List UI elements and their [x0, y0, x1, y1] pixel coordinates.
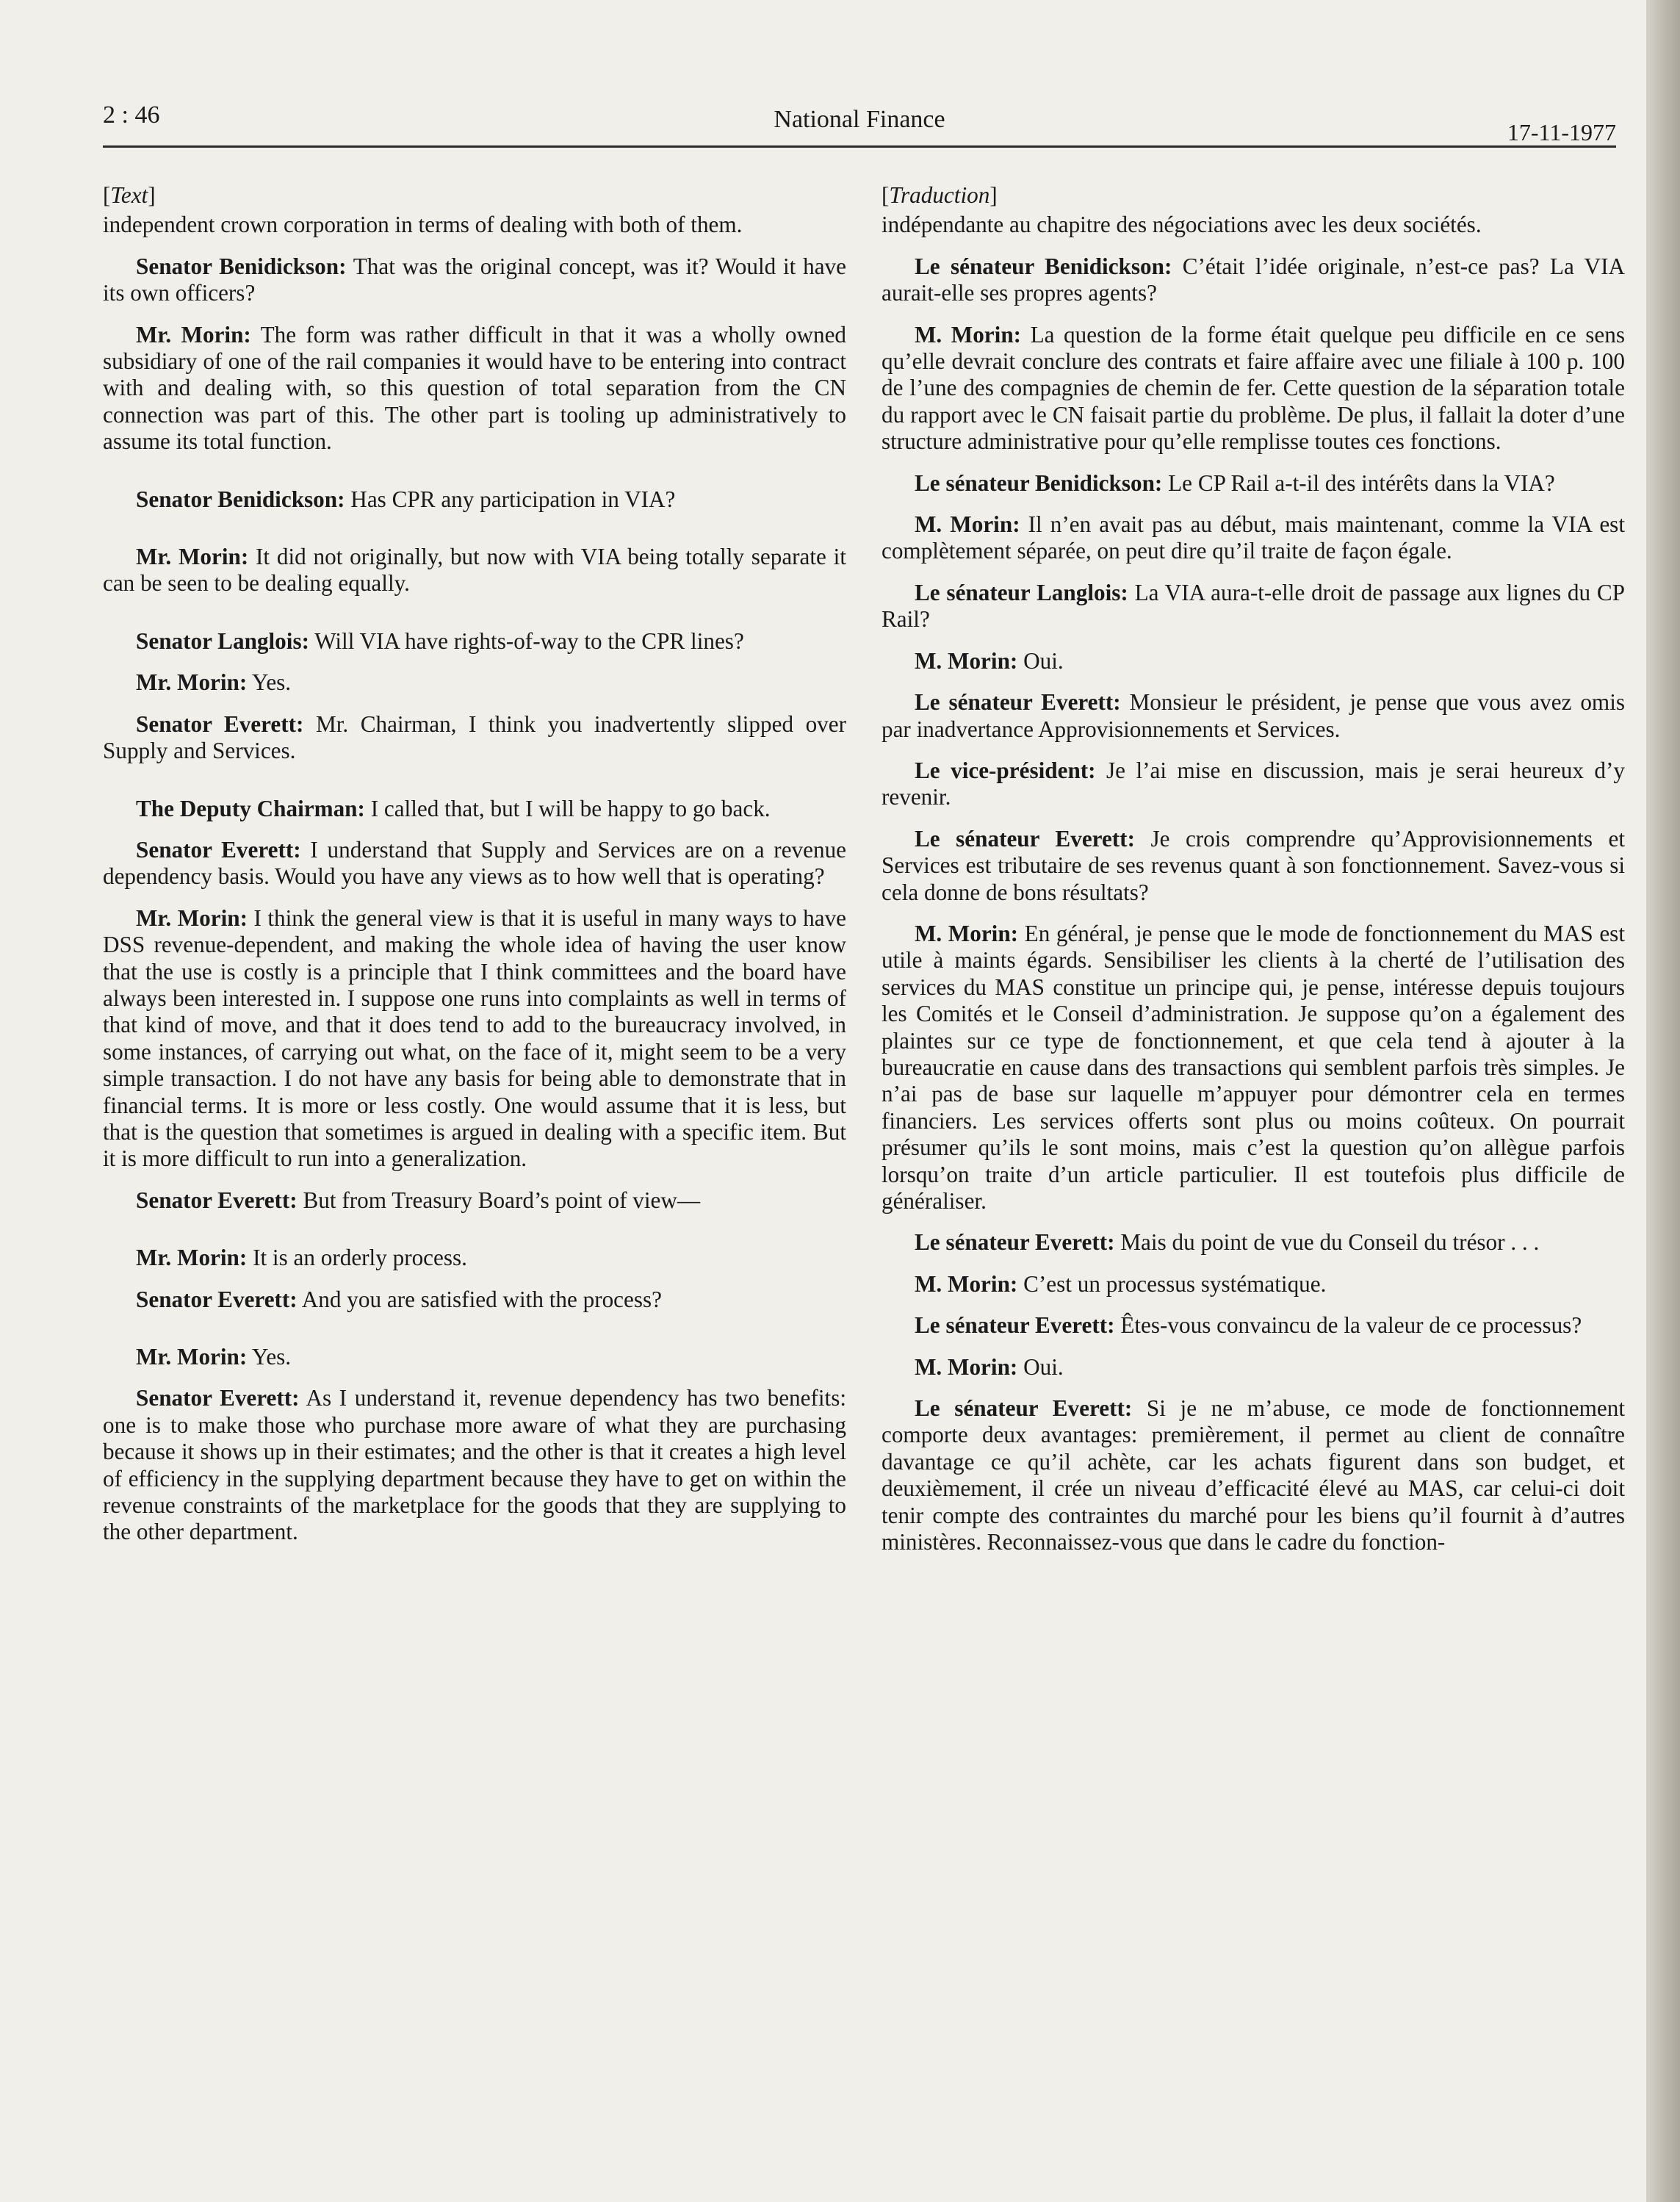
speaker: Mr. Morin:: [136, 669, 248, 696]
paragraph: independent crown corporation in terms of dealing with both of them.: [103, 212, 743, 238]
paragraph: Mr. Morin: The form was rather difficult in that it was a wholly owned subsidiary of one of the rail companies it would have to be entering into contract with and dealing with, so this question of total separation from the CN connection was part of this. The other part is tooling up administratively to assume its total function.: [103, 321, 847, 455]
speaker: M. Morin:: [915, 920, 1019, 946]
speaker: Le sénateur Everett:: [915, 1229, 1115, 1256]
english-column: [103, 182, 846, 1561]
speaker: Le sénateur Everett:: [915, 1312, 1115, 1339]
paragraph: M. Morin: Oui.: [915, 647, 1064, 674]
french-column: [882, 182, 1625, 1570]
speaker: Senator Langlois:: [136, 627, 309, 654]
speaker: Senator Benidickson:: [136, 253, 347, 279]
paragraph: M. Morin: En général, je pense que le mode de fonctionnement du MAS est utile à maints égards. Sensibiliser les clients à la cherté de l’utilisation des services du MAS constitue un principe qui, je pense, intéresse depuis toujours les Comités et le Conseil d’administration. Je suppose qu’on a également des plaintes sur ce type de fonctionnement, et que cela tend à ajouter à la bureaucratie en cause dans des transactions qui semblent parfois très simples. Je n’ai pas de base sur laquelle m’appuyer pour démontrer cela en termes financiers. Les services offerts sont plus ou moins coûteux. On pourrait présumer qu’ils le sont moins, mais c’est la question qu’on allègue parfois lorsqu’on traite d’un article particulier. Il est toutefois plus difficile de généraliser.: [882, 920, 1625, 1214]
paragraph: Le sénateur Everett: Êtes-vous convaincu de la valeur de ce processus?: [915, 1312, 1582, 1339]
speaker: Senator Everett:: [136, 1286, 298, 1312]
paragraph: Senator Everett: Mr. Chairman, I think you inadvertently slipped over Supply and Services.: [103, 710, 846, 764]
speaker: Le sénateur Langlois:: [915, 579, 1128, 605]
speaker: Mr. Morin:: [136, 904, 248, 931]
paragraph: indépendante au chapitre des négociations avec les deux sociétés.: [882, 212, 1482, 238]
speaker: M. Morin:: [915, 647, 1018, 674]
paragraph: Le vice-président: Je l’ai mise en discussion, mais je serai heureux d’y revenir.: [882, 757, 1625, 810]
speaker: Le sénateur Everett:: [915, 689, 1121, 716]
paragraph: Senator Everett: As I understand it, revenue dependency has two benefits: one is to make those who purchase more aware of what they are purchasing because it shows up in their estimates; and the other is that it creates a high level of efficiency in the supplying department because they have to get on within the revenue constraints of the marketplace for the goods that they are supplying to the other department.: [103, 1385, 846, 1545]
speaker: Senator Everett:: [136, 836, 301, 863]
paragraph: M. Morin: La question de la forme était quelque peu difficile en ce sens qu’elle devrait conclure des contrats et faire affaire avec une filiale à 100 p. 100 de l’une des compagnies de chemin de fer. Cette question de la séparation totale du rapport avec le CN faisait partie du problème. De plus, il fallait la doter d’une structure administrative pour qu’elle remplisse toutes ces fonctions.: [882, 321, 1625, 455]
speaker: Le sénateur Benidickson:: [915, 469, 1163, 496]
speaker: Le sénateur Benidickson:: [915, 253, 1172, 279]
paragraph: The Deputy Chairman: I called that, but I will be happy to go back.: [136, 795, 771, 821]
paragraph: Senator Everett: And you are satisfied with the process?: [136, 1286, 662, 1312]
paragraph: Le sénateur Benidickson: Le CP Rail a-t-il des intérêts dans la VIA?: [915, 469, 1555, 496]
speaker: M. Morin:: [915, 511, 1020, 538]
speaker: Le sénateur Everett:: [915, 825, 1135, 852]
speaker: M. Morin:: [915, 321, 1022, 348]
paragraph: Le sénateur Everett: Mais du point de vue du Conseil du trésor . . .: [915, 1229, 1540, 1256]
paragraph: Senator Everett: But from Treasury Board’s point of view—: [136, 1187, 701, 1213]
speaker: Senator Everett:: [136, 710, 304, 737]
speaker: M. Morin:: [915, 1270, 1018, 1297]
paragraph: Mr. Morin: I think the general view is that it is useful in many ways to have DSS revenue-dependent, and making the whole idea of having the user know that the use is costly is a principle that I think committees and the board have always been interested in. I suppose one runs into complaints as well in terms of that kind of move, and that it does tend to add to the bureaucracy involved, in some instances, of carrying out what, on the face of it, might seem to be a very simple transaction. I do not have any basis for being able to demonstrate that in financial terms. It is more or less costly. One would assume that it is less, but that is the question that sometimes is argued in dealing with a specific item. But it is more difficult to run into a generalization.: [103, 904, 847, 1172]
speaker: Le sénateur Everett:: [915, 1395, 1133, 1422]
paragraph: Senator Benidickson: That was the original concept, was it? Would it have its own officers?: [103, 253, 846, 306]
speaker: The Deputy Chairman:: [136, 795, 365, 821]
paragraph: M. Morin: Oui.: [915, 1353, 1064, 1380]
paragraph: Mr. Morin: It is an orderly process.: [136, 1245, 467, 1271]
speaker: M. Morin:: [915, 1353, 1018, 1380]
traduction-marker: [Traduction]: [882, 182, 998, 208]
speaker: Mr. Morin:: [136, 1344, 248, 1370]
paragraph: M. Morin: Il n’en avait pas au début, mais maintenant, comme la VIA est complètement séparée, on peut dire qu’il traite de façon égale.: [882, 511, 1625, 564]
speaker: Mr. Morin:: [136, 1245, 248, 1271]
paragraph: M. Morin: C’est un processus systématique.: [915, 1270, 1327, 1297]
speaker: Senator Everett:: [136, 1187, 298, 1213]
speaker: Senator Benidickson:: [136, 486, 345, 512]
speaker: Mr. Morin:: [136, 321, 251, 348]
paragraph: Senator Benidickson: Has CPR any participation in VIA?: [136, 486, 676, 512]
paragraph: Le sénateur Benidickson: C’était l’idée originale, n’est-ce pas? La VIA aurait-elle ses propres agents?: [882, 253, 1625, 306]
paragraph: Le sénateur Everett: Monsieur le président, je pense que vous avez omis par inadvertance Approvisionnements et Services.: [882, 689, 1625, 742]
page-header: [103, 101, 1616, 148]
paragraph: Le sénateur Langlois: La VIA aura-t-elle droit de passage aux lignes du CP Rail?: [882, 579, 1626, 633]
publication-title: National Finance: [774, 106, 945, 133]
paragraph: Senator Everett: I understand that Supply and Services are on a revenue dependency basis. Would you have any views as to how well that is operating?: [103, 836, 846, 890]
text-marker: [Text]: [103, 182, 156, 208]
speaker: Senator Everett:: [136, 1385, 300, 1411]
paragraph: Senator Langlois: Will VIA have rights-of-way to the CPR lines?: [136, 627, 744, 654]
page-edge: [1646, 0, 1680, 2202]
speaker: Le vice-président:: [915, 757, 1096, 783]
speaker: Mr. Morin:: [136, 544, 249, 570]
page-number: 2 : 46: [103, 101, 160, 129]
paragraph: Le sénateur Everett: Si je ne m’abuse, ce mode de fonctionnement comporte deux avantages: premièrement, il permet au client de connaître davantage ce qu’il achète, car les achats figurent dans son budget, et deuxièmement, il crée un niveau d’efficacité élevé au MAS, car celui-ci doit tenir compte des contraintes du marché pour les biens qu’il fournit à d’autres ministères. Reconnaissez-vous que dans le cadre du fonction-: [882, 1395, 1625, 1555]
paragraph: Mr. Morin: Yes.: [136, 669, 292, 696]
paragraph: Le sénateur Everett: Je crois comprendre qu’Approvisionnements et Services est tributaire de ses revenus quant à son fonctionnement. Savez-vous si cela donne de bons résultats?: [882, 825, 1625, 905]
paragraph: Mr. Morin: It did not originally, but now with VIA being totally separate it can be seen to be dealing equally.: [103, 544, 846, 597]
issue-date: 17-11-1977: [1507, 119, 1616, 145]
paragraph: Mr. Morin: Yes.: [136, 1344, 292, 1370]
